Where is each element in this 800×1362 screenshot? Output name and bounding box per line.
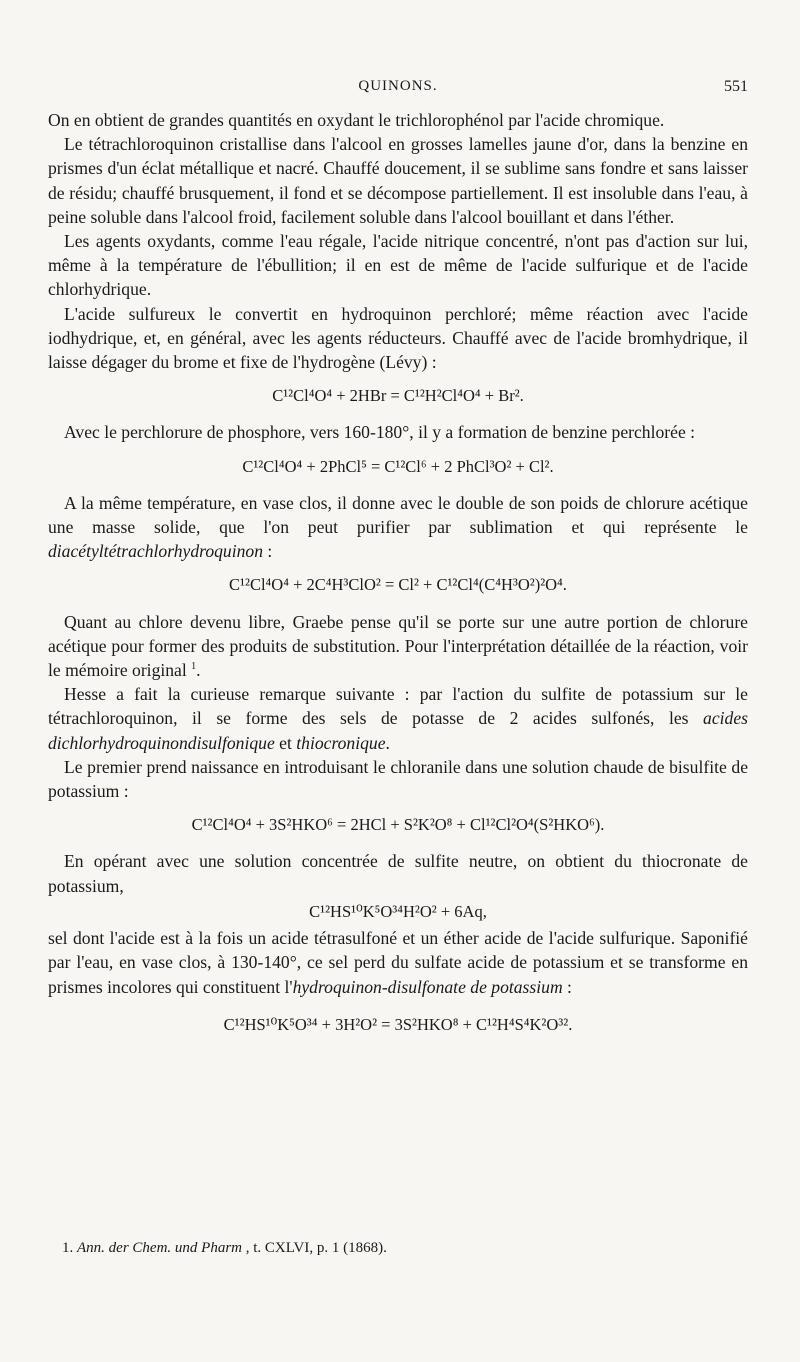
paragraph-meme-temperature <box>48 491 748 564</box>
running-title: QUINONS. <box>358 78 438 94</box>
paragraph-oxydation: On en obtient de grandes quantités en oxydant le trichlorophénol par l'acide chromique. <box>48 110 665 130</box>
compound-name: hydroquinon-disulfonate de potassium <box>292 976 563 997</box>
paragraph-operant: En opérant avec une solution concentrée de sulfite neutre, on obtient du thiocronate de potassium, <box>48 851 748 896</box>
text: Hesse a fait la curieuse remarque suivante : par l'action du sulfite de potassium sur le tétrachloroquinon, il se forme des sels de potasse de 2 acides sulfonés, les <box>48 684 748 729</box>
paragraph-sel <box>48 926 748 999</box>
page-number: 551 <box>724 78 748 95</box>
footnote-ref[interactable]: 1 <box>191 661 197 673</box>
text: . <box>385 732 390 753</box>
text: . <box>196 660 201 681</box>
equation-saponification: C¹²HS¹⁰K⁵O³⁴ + 3H²O² = 3S²HKO⁸ + C¹²H⁴S⁴K²O³². <box>223 1014 573 1034</box>
compound-name: thiocronique <box>296 732 386 753</box>
footnote-source: Ann. der Chem. und Pharm <box>77 1240 242 1256</box>
paragraph-perchlorure: Avec le perchlorure de phosphore, vers 160-180°, il y a formation de benzine perchlorée : <box>64 422 696 443</box>
page-header <box>48 78 748 100</box>
page-body <box>48 108 748 1049</box>
text: et <box>274 732 297 753</box>
text: sel dont l'acide est à la fois un acide tétrasulfoné et un éther acide de l'acide sulfurique. Saponifié par l'eau, en vase clos, à 130-140°, ce sel perd du sulfate acide de potassium et se transforme en prismes incolores qui constituent l' <box>48 928 748 997</box>
paragraph-acide-sulfureux: L'acide sulfureux le convertit en hydroquinon perchloré; même réaction avec l'acide iodhydrique, et, en général, avec les agents réducteurs. Chauffé avec de l'acide bromhydrique, il laisse dégager du brome et fixe de l'hydrogène (Lévy) : <box>48 303 748 373</box>
equation-bromhydrique: C¹²Cl⁴O⁴ + 2HBr = C¹²H²Cl⁴O⁴ + Br². <box>272 386 524 406</box>
footnote-details: , t. CXLVI, p. 1 (1868). <box>242 1240 387 1256</box>
compound-name: acides dichlorhydroquinondisulfonique <box>48 708 748 753</box>
equation-chlorure-acetique: C¹²Cl⁴O⁴ + 2C⁴H³ClO² = Cl² + C¹²Cl⁴(C⁴H³O²)²O⁴. <box>229 575 567 595</box>
paragraph-cristallisation: Le tétrachloroquinon cristallise dans l'alcool en grosses lamelles jaune d'or, dans la benzine en prismes d'un éclat métallique et nacré. Chauffé doucement, il se sublime sans fondre et sans laisser de résidu; chauffé brusquement, il fond et se décompose partiellement. Il est insoluble dans l'eau, à peine soluble dans l'alcool froid, facilement soluble dans l'alcool bouillant et dans l'éther. <box>48 134 748 227</box>
equation-perchlorure: C¹²Cl⁴O⁴ + 2PhCl⁵ = C¹²Cl⁶ + 2 PhCl³O² + Cl². <box>242 456 554 476</box>
paragraph-agents-oxydants: Les agents oxydants, comme l'eau régale, l'acide nitrique concentré, n'ont pas d'action sur lui, même à la température de l'ébullition; il en est de même de l'acide sulfurique et de l'acide chlorhydrique. <box>48 231 748 300</box>
paragraph-chlore-libre <box>48 610 748 683</box>
text: Quant au chlore devenu libre, Graebe pense qu'il se porte sur une autre portion de chlorure acétique pour former des produits de substitution. Pour l'interprétation détaillée de la réaction, voir le mémoire original <box>48 611 748 681</box>
text: : <box>263 541 273 562</box>
paragraph-premier: Le premier prend naissance en introduisant le chloranile dans une solution chaude de bisulfite de potassium : <box>48 756 748 802</box>
paragraph-hesse <box>48 682 748 755</box>
equation-bisulfite: C¹²Cl⁴O⁴ + 3S²HKO⁶ = 2HCl + S²K²O⁸ + Cl¹²Cl²O⁴(S²HKO⁶). <box>191 815 605 835</box>
compound-name: diacétyltétrachlorhydroquinon <box>48 541 263 562</box>
equation-thiocronate: C¹²HS¹⁰K⁵O³⁴H²O² + 6Aq, <box>309 901 487 921</box>
footnote-number: 1. <box>62 1240 74 1256</box>
footnote <box>62 1240 748 1257</box>
text: A la même température, en vase clos, il donne avec le double de son poids de chlorure acétique une masse solide, que l'on peut purifier par sublimation et qui représente le <box>48 492 748 538</box>
text: : <box>562 976 572 997</box>
